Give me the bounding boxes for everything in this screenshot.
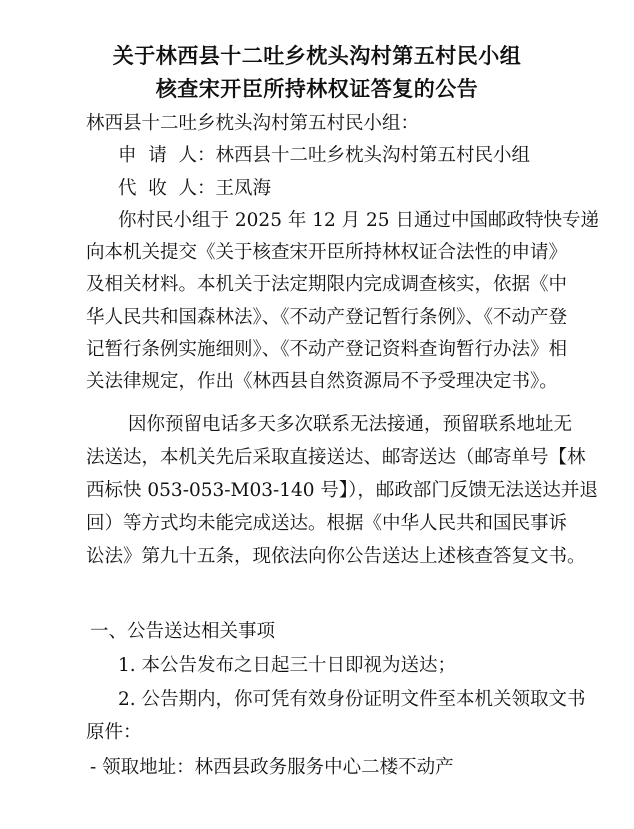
section1-heading: 一、公告送达相关事项 — [90, 621, 276, 642]
receiver-label: 代 收 人： — [118, 178, 216, 199]
notice-title-line-2: 核查宋开臣所持林权证答复的公告 — [155, 76, 479, 101]
applicant-row — [118, 147, 530, 166]
applicant-value: 林西县十二吐乡枕头沟村第五村民小组 — [215, 145, 531, 166]
paragraph1-line: 向本机关提交《关于核查宋开臣所持林权证合法性的申请》 — [86, 242, 568, 263]
receiver-value: 王凤海 — [215, 178, 272, 199]
addressee: 林西县十二吐乡枕头沟村第五村民小组： — [86, 113, 420, 134]
section1-item-1: 1. 本公告发布之日起三十日即视为送达； — [118, 655, 457, 676]
paragraph2-line: 因你预留电话多天多次联系无法接通，预留联系地址无 — [128, 414, 573, 435]
notice-title-line-1: 关于林西县十二吐乡枕头沟村第五村民小组 — [112, 43, 522, 68]
paragraph2-line: 讼法》第九十五条，现依法向你公告送达上述核查答复文书。 — [86, 546, 586, 567]
paragraph1-line: 关法律规定，作出《林西县自然资源局不予受理决定书》。 — [86, 371, 558, 392]
section1-item-2: 2. 公告期内，你可凭有效身份证明文件至本机关领取文书 — [118, 689, 586, 710]
receiver-row — [118, 180, 271, 199]
section1-item-2-continued: 原件： — [86, 722, 142, 743]
paragraph2-line: 西标快 053-053-M03-140 号】），邮政部门反馈无法送达并退 — [86, 480, 598, 501]
paragraph2-line: 法送达，本机关先后采取直接送达、邮寄送达（邮寄单号【林 — [86, 447, 586, 468]
paragraph2-line: 回）等方式均未能完成送达。根据《中华人民共和国民事诉 — [86, 513, 568, 534]
paragraph1-line: 记暂行条例实施细则》、《不动产登记资料查询暂行办法》相 — [86, 339, 568, 360]
applicant-label: 申 请 人： — [118, 145, 216, 166]
paragraph1-line: 你村民小组于 2025 年 12 月 25 日通过中国邮政特快专递 — [118, 210, 599, 231]
pickup-address: - 领取地址：林西县政务服务中心二楼不动产 — [90, 757, 454, 778]
paragraph1-line: 及相关材料。本机关于法定期限内完成调查核实，依据《中 — [86, 274, 568, 295]
paragraph1-line: 华人民共和国森林法》、《不动产登记暂行条例》、《不动产登 — [86, 307, 568, 328]
